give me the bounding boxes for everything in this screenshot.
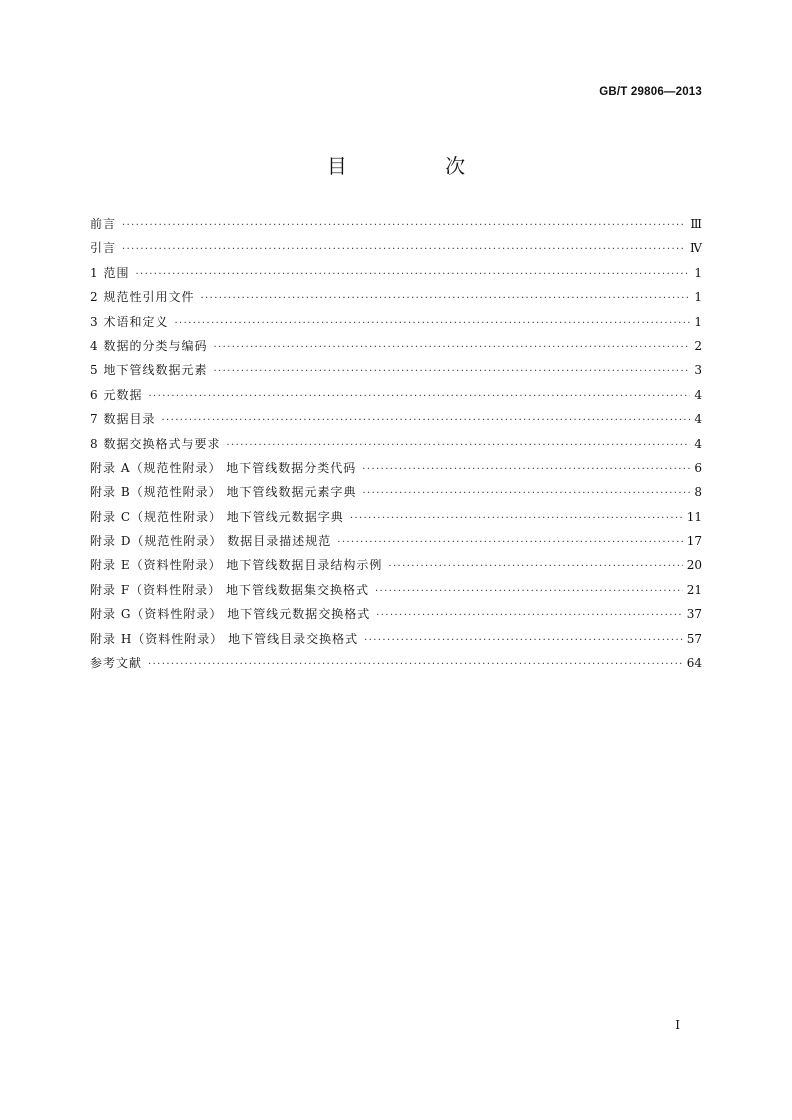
toc-entry-page: 3 <box>694 363 702 378</box>
toc-dot-leader <box>364 635 683 646</box>
toc-dot-leader <box>350 513 683 524</box>
toc-dot-leader <box>362 464 690 475</box>
toc-dot-leader <box>122 220 686 231</box>
toc-entry-annex-a[interactable] <box>90 459 702 483</box>
toc-dot-leader <box>174 318 690 329</box>
toc-entry-page: Ⅲ <box>690 217 702 231</box>
toc-entry-label: 附录 G（资料性附录） 地下管线元数据交换格式 <box>90 607 371 622</box>
toc-entry-label: 附录 F（资料性附录） 地下管线数据集交换格式 <box>90 582 369 597</box>
toc-entry-page: 17 <box>686 534 702 549</box>
toc-entry-annex-f[interactable] <box>90 581 702 605</box>
toc-entry-label: 附录 C（规范性附录） 地下管线元数据字典 <box>90 509 344 524</box>
toc-entry-label: 8 数据交换格式与要求 <box>90 436 221 451</box>
toc-entry-annex-g[interactable] <box>90 605 702 629</box>
toc-entry-page: 4 <box>694 412 702 427</box>
toc-dot-leader <box>226 440 690 451</box>
toc-entry-page: 8 <box>694 485 702 500</box>
toc-entry-page: 21 <box>686 582 702 597</box>
toc-entry-label: 引言 <box>90 241 117 256</box>
toc-dot-leader <box>200 293 690 304</box>
toc-entry-label: 4 数据的分类与编码 <box>90 338 208 353</box>
toc-entry-page: Ⅳ <box>690 241 702 256</box>
toc-entry-data-elements[interactable] <box>90 361 702 385</box>
page-title: 目 次 <box>326 154 512 178</box>
toc-entry-page: 1 <box>694 290 702 305</box>
toc-entry-preface[interactable] <box>90 215 702 239</box>
toc-entry-bibliography[interactable] <box>90 654 702 678</box>
toc-entry-normative-references[interactable] <box>90 288 702 312</box>
toc-dot-leader <box>375 586 683 597</box>
toc-entry-label: 参考文献 <box>90 656 143 671</box>
toc-entry-page: 6 <box>694 460 702 475</box>
table-of-contents <box>90 215 702 678</box>
toc-entry-label: 7 数据目录 <box>90 412 156 427</box>
toc-entry-page: 57 <box>686 631 702 646</box>
toc-dot-leader <box>376 610 683 621</box>
toc-dot-leader <box>161 415 690 426</box>
toc-entry-annex-h[interactable] <box>90 630 702 654</box>
toc-dot-leader <box>148 391 690 402</box>
toc-entry-annex-c[interactable] <box>90 508 702 532</box>
toc-entry-page: 1 <box>694 265 702 280</box>
toc-entry-label: 附录 E（资料性附录） 地下管线数据目录结构示例 <box>90 558 383 573</box>
toc-dot-leader <box>135 269 690 280</box>
toc-dot-leader <box>213 366 690 377</box>
toc-entry-data-catalog[interactable] <box>90 410 702 434</box>
toc-entry-page: 11 <box>686 509 702 524</box>
toc-entry-label: 附录 B（规范性附录） 地下管线数据元素字典 <box>90 485 357 500</box>
toc-entry-page: 64 <box>686 656 702 671</box>
toc-entry-page: 20 <box>686 558 702 573</box>
toc-entry-metadata[interactable] <box>90 386 702 410</box>
toc-entry-label: 6 元数据 <box>90 387 143 402</box>
toc-entry-label: 2 规范性引用文件 <box>90 290 195 305</box>
toc-entry-label: 附录 A（规范性附录） 地下管线数据分类代码 <box>90 460 357 475</box>
toc-entry-label: 附录 D（规范性附录） 数据目录描述规范 <box>90 534 332 549</box>
toc-entry-label: 1 范围 <box>90 265 130 280</box>
toc-entry-page: 4 <box>694 436 702 451</box>
toc-entry-introduction[interactable] <box>90 239 702 263</box>
toc-entry-label: 附录 H（资料性附录） 地下管线目录交换格式 <box>90 631 359 646</box>
standard-code: GB/T 29806—2013 <box>599 86 702 98</box>
toc-dot-leader <box>388 561 682 572</box>
toc-entry-page: 37 <box>686 607 702 622</box>
toc-entry-annex-e[interactable] <box>90 556 702 580</box>
toc-entry-page: 1 <box>694 314 702 329</box>
toc-entry-scope[interactable] <box>90 264 702 288</box>
toc-entry-annex-b[interactable] <box>90 483 702 507</box>
toc-entry-page: 2 <box>694 338 702 353</box>
toc-entry-classification-coding[interactable] <box>90 337 702 361</box>
toc-dot-leader <box>148 659 683 670</box>
toc-entry-label: 3 术语和定义 <box>90 314 169 329</box>
page-number: Ⅰ <box>675 1018 680 1032</box>
toc-entry-exchange-format[interactable] <box>90 435 702 459</box>
toc-entry-label: 前言 <box>90 217 117 231</box>
toc-dot-leader <box>362 488 690 499</box>
toc-entry-page: 4 <box>694 387 702 402</box>
toc-entry-label: 5 地下管线数据元素 <box>90 363 208 378</box>
toc-entry-terms-definitions[interactable] <box>90 313 702 337</box>
toc-entry-annex-d[interactable] <box>90 532 702 556</box>
toc-dot-leader <box>337 537 682 548</box>
toc-dot-leader <box>213 342 690 353</box>
toc-dot-leader <box>122 244 686 255</box>
